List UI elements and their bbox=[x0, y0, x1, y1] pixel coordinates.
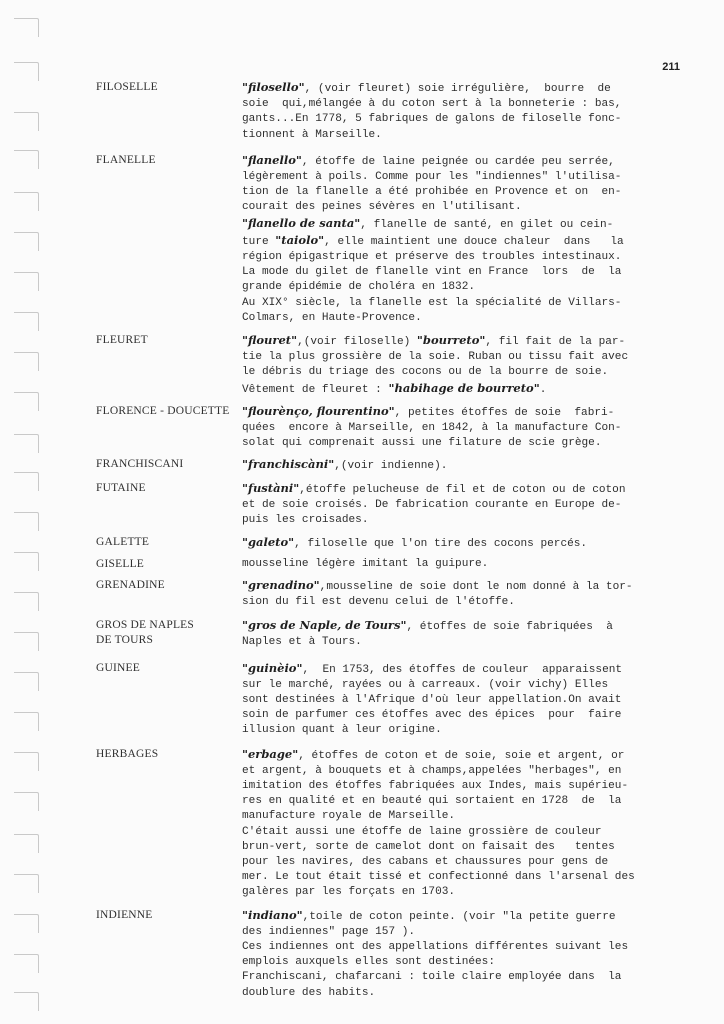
glossary-entry bbox=[96, 481, 666, 529]
definition-line bbox=[242, 535, 666, 552]
definition-line bbox=[242, 764, 666, 779]
definition-line bbox=[242, 233, 666, 250]
definition-text: ,(voir indienne). bbox=[334, 460, 448, 473]
glossary-entry bbox=[96, 457, 666, 474]
definition-text: Au XIX° siècle, la flanelle est la spécialité de Villars- bbox=[242, 296, 622, 309]
definition-line bbox=[242, 855, 666, 870]
definition-line bbox=[242, 200, 666, 215]
definition-text: , (voir fleuret) soie irrégulière, bourre de bbox=[304, 83, 611, 95]
definition-text: imitation des étoffes fabriquées aux Indes, mais supérieu- bbox=[242, 779, 629, 792]
definition-text: res en qualité et en beauté qui sortaient en 1728 de la bbox=[242, 795, 622, 808]
binding-hole bbox=[14, 552, 39, 571]
binding-hole bbox=[14, 592, 39, 611]
provencal-term: "bourreto" bbox=[416, 333, 486, 348]
definition-line bbox=[242, 618, 666, 635]
definition-text: galères par les forçats en 1703. bbox=[242, 886, 456, 899]
entry-definition bbox=[242, 557, 666, 572]
definition-line bbox=[242, 825, 666, 840]
binding-hole bbox=[14, 192, 39, 211]
binding-hole bbox=[14, 472, 39, 491]
definition-line bbox=[242, 840, 666, 855]
definition-text: des indiennes" page 157 ). bbox=[242, 925, 416, 938]
binding-edge bbox=[0, 0, 44, 1024]
glossary-entry bbox=[96, 80, 666, 143]
definition-text: ,toile de coton peinte. (voir "la petite guerre bbox=[302, 910, 616, 923]
definition-text: ,(voir filoselle) bbox=[297, 336, 417, 349]
definition-line bbox=[242, 940, 666, 955]
definition-line bbox=[242, 421, 666, 436]
definition-text: mer. Le tout était tissé et confectionné dans l'arsenal des bbox=[242, 871, 635, 884]
definition-line bbox=[242, 925, 666, 940]
definition-line bbox=[242, 908, 666, 925]
definition-line bbox=[242, 80, 666, 97]
definition-text: et de soie croisés. De fabrication courante en Europe de- bbox=[242, 498, 622, 511]
definition-line bbox=[242, 296, 666, 311]
definition-text: tion de la flanelle a été prohibée en Provence et on en- bbox=[242, 186, 622, 199]
provencal-term: "gros de Naple, de Tours" bbox=[242, 618, 407, 633]
definition-line bbox=[242, 185, 666, 200]
entry-term: GRENADINE bbox=[96, 578, 165, 591]
definition-text: La mode du gilet de flanelle vint en France lors de la bbox=[242, 266, 622, 279]
entry-definition bbox=[242, 404, 666, 452]
binding-hole bbox=[14, 672, 39, 691]
glossary-entries bbox=[96, 80, 666, 1001]
provencal-term: "flanello" bbox=[242, 152, 302, 167]
definition-line bbox=[242, 970, 666, 985]
binding-hole bbox=[14, 712, 39, 731]
definition-line bbox=[242, 747, 666, 764]
definition-line bbox=[242, 365, 666, 380]
entry-definition bbox=[242, 535, 666, 552]
definition-text: , étoffes de coton et de soie, soie et argent, or bbox=[298, 749, 625, 762]
definition-line bbox=[242, 97, 666, 112]
entry-term: FLANELLE bbox=[96, 153, 156, 166]
definition-line bbox=[242, 678, 666, 693]
definition-text: tie la plus grossière de la soie. Ruban ou tissu fait avec bbox=[242, 351, 629, 364]
binding-hole bbox=[14, 992, 39, 1011]
entry-term: GUINEE bbox=[96, 661, 140, 674]
binding-hole bbox=[14, 954, 39, 973]
definition-line bbox=[242, 595, 666, 610]
glossary-entry bbox=[96, 908, 666, 1001]
definition-line bbox=[242, 333, 666, 350]
definition-text: sur le marché, rayées ou à carreaux. (voir vichy) Elles bbox=[242, 678, 609, 691]
definition-text: pour les navires, des cabans et chaussures pour gens de bbox=[242, 855, 609, 868]
provencal-term: "filosello" bbox=[242, 80, 305, 94]
entry-term: GROS DE NAPLES DE TOURS bbox=[96, 619, 195, 647]
glossary-entry bbox=[96, 153, 666, 326]
definition-text: Vêtement de fleuret : bbox=[242, 383, 389, 396]
definition-line bbox=[242, 170, 666, 185]
definition-text: Naples et à Tours. bbox=[242, 636, 362, 649]
definition-line bbox=[242, 436, 666, 451]
provencal-term: "galeto" bbox=[242, 535, 295, 550]
definition-text: Colmars, en Haute-Provence. bbox=[242, 311, 422, 324]
binding-hole bbox=[14, 18, 39, 37]
definition-text: , flanelle de santé, en gilet ou cein- bbox=[360, 218, 614, 231]
entry-term: FUTAINE bbox=[96, 481, 146, 494]
definition-text: sion du fil est devenu celui de l'étoffe. bbox=[242, 595, 515, 608]
definition-text: , filoselle que l'on tire des cocons percés. bbox=[294, 538, 588, 551]
entry-definition bbox=[242, 333, 666, 398]
glossary-entry bbox=[96, 404, 666, 452]
entry-term: FILOSELLE bbox=[96, 81, 158, 93]
entry-term: INDIENNE bbox=[96, 908, 153, 921]
entry-definition bbox=[242, 661, 666, 739]
definition-line bbox=[242, 578, 666, 595]
definition-text: illusion quant à leur origine. bbox=[242, 724, 442, 737]
binding-hole bbox=[14, 62, 39, 81]
entry-definition bbox=[242, 153, 666, 326]
definition-line bbox=[242, 708, 666, 723]
definition-text: brun-vert, sorte de camelot dont on faisait des tentes bbox=[242, 840, 615, 853]
provencal-term: "habihage de bourreto" bbox=[388, 380, 540, 395]
definition-line bbox=[242, 723, 666, 738]
definition-text: , elle maintient une douce chaleur dans la bbox=[324, 235, 624, 248]
entry-definition bbox=[242, 457, 666, 474]
entry-term: HERBAGES bbox=[96, 747, 159, 760]
definition-text: solat qui comprenait aussi une filature de scie grège. bbox=[242, 437, 602, 450]
binding-hole bbox=[14, 874, 39, 893]
binding-hole bbox=[14, 112, 39, 131]
definition-line bbox=[242, 481, 666, 498]
definition-line bbox=[242, 381, 666, 398]
definition-text: , En 1753, des étoffes de couleur apparaissent bbox=[302, 663, 623, 676]
definition-text: quées encore à Marseille, en 1842, à la manufacture Con- bbox=[242, 422, 622, 435]
binding-hole bbox=[14, 512, 39, 531]
definition-text: manufacture royale de Marseille. bbox=[242, 810, 456, 823]
glossary-entry bbox=[96, 618, 666, 650]
definition-line bbox=[242, 794, 666, 809]
definition-line bbox=[242, 457, 666, 474]
definition-text: , petites étoffes de soie fabri- bbox=[394, 406, 615, 419]
definition-line bbox=[242, 250, 666, 265]
glossary-entry bbox=[96, 578, 666, 610]
definition-line bbox=[242, 280, 666, 295]
definition-text: Franchiscani, chafarcani : toile claire employée dans la bbox=[242, 971, 622, 984]
entry-term: GALETTE bbox=[96, 536, 150, 549]
definition-text: tionnent à Marseille. bbox=[242, 128, 382, 141]
binding-hole bbox=[14, 914, 39, 933]
entry-definition bbox=[242, 80, 666, 143]
binding-hole bbox=[14, 312, 39, 331]
provencal-term: "flourènço, flourentino" bbox=[242, 403, 395, 418]
definition-line bbox=[242, 870, 666, 885]
binding-hole bbox=[14, 352, 39, 371]
definition-line bbox=[242, 153, 666, 170]
definition-line bbox=[242, 128, 666, 143]
definition-text: courait des peines sévères en l'utilisant. bbox=[242, 201, 522, 214]
binding-hole bbox=[14, 834, 39, 853]
definition-line bbox=[242, 311, 666, 326]
entry-definition bbox=[242, 908, 666, 1001]
definition-line bbox=[242, 498, 666, 513]
definition-line bbox=[242, 986, 666, 1001]
definition-line bbox=[242, 693, 666, 708]
definition-text: sont destinées à l'Afrique d'où leur appellation.On avait bbox=[242, 693, 622, 706]
provencal-term: "erbage" bbox=[242, 746, 299, 761]
entry-definition bbox=[242, 578, 666, 610]
definition-text: le débris du triage des cocons ou de la bourre de soie. bbox=[242, 366, 609, 379]
definition-text: , étoffe de laine peignée ou cardée peu serrée, bbox=[301, 155, 615, 168]
definition-line bbox=[242, 557, 666, 572]
binding-hole bbox=[14, 392, 39, 411]
definition-text: , étoffes de soie fabriquées à bbox=[406, 621, 613, 634]
provencal-term: "guinèio" bbox=[242, 660, 303, 675]
definition-text: C'était aussi une étoffe de laine grossière de couleur bbox=[242, 825, 602, 838]
definition-text: mousseline légère imitant la guipure. bbox=[242, 558, 489, 571]
definition-text: emplois auxquels elles sont destinées: bbox=[242, 956, 495, 969]
provencal-term: "flanello de santa" bbox=[242, 215, 361, 230]
definition-text: ,étoffe pelucheuse de fil et de coton ou de coton bbox=[299, 483, 626, 496]
definition-line bbox=[242, 216, 666, 233]
binding-hole bbox=[14, 232, 39, 251]
definition-text: et argent, à bouquets et à champs,appelées "herbages", en bbox=[242, 764, 622, 777]
glossary-entry bbox=[96, 661, 666, 739]
definition-text: gants...En 1778, 5 fabriques de galons de filoselle fonc- bbox=[242, 113, 622, 126]
glossary-entry bbox=[96, 747, 666, 901]
binding-hole bbox=[14, 434, 39, 453]
definition-line bbox=[242, 661, 666, 678]
definition-line bbox=[242, 809, 666, 824]
glossary-entry bbox=[96, 333, 666, 398]
definition-line bbox=[242, 265, 666, 280]
page-number: 211 bbox=[662, 61, 680, 73]
entry-term: GISELLE bbox=[96, 558, 145, 571]
definition-text: , fil fait de la par- bbox=[485, 336, 626, 349]
provencal-term: "flouret" bbox=[242, 333, 298, 348]
binding-hole bbox=[14, 272, 39, 291]
binding-hole bbox=[14, 752, 39, 771]
definition-text: doublure des habits. bbox=[242, 986, 376, 999]
definition-line bbox=[242, 350, 666, 365]
entry-term: FLEURET bbox=[96, 334, 148, 347]
definition-text: puis les croisades. bbox=[242, 514, 369, 527]
definition-text: région épigastrique et préserve des troubles intestinaux. bbox=[242, 251, 622, 264]
definition-text: légèrement à poils. Comme pour les "indiennes" l'utilisa- bbox=[242, 171, 622, 184]
binding-hole bbox=[14, 792, 39, 811]
definition-line bbox=[242, 635, 666, 650]
entry-definition bbox=[242, 747, 666, 901]
definition-text: soie qui,mélangée à du coton sert à la bonneterie : bas, bbox=[242, 98, 622, 111]
definition-text: ture bbox=[242, 235, 276, 248]
definition-text: Ces indiennes ont des appellations différentes suivant les bbox=[242, 940, 629, 953]
definition-line bbox=[242, 885, 666, 900]
provencal-term: "grenadino" bbox=[242, 577, 320, 592]
definition-line bbox=[242, 513, 666, 528]
entry-definition bbox=[242, 618, 666, 650]
definition-text: . bbox=[539, 383, 547, 396]
definition-text: grande épidémie de choléra en 1832. bbox=[242, 281, 476, 294]
definition-line bbox=[242, 779, 666, 794]
entry-term: FRANCHISCANI bbox=[96, 458, 184, 471]
definition-line bbox=[242, 112, 666, 127]
binding-hole bbox=[14, 632, 39, 651]
definition-line bbox=[242, 404, 666, 421]
glossary-entry bbox=[96, 557, 666, 572]
provencal-term: "franchiscàni" bbox=[242, 457, 335, 472]
provencal-term: "taiolo" bbox=[275, 232, 325, 247]
definition-text: soin de parfumer ces étoffes avec des épices pour faire bbox=[242, 709, 622, 722]
provencal-term: "fustàni" bbox=[242, 480, 300, 495]
glossary-entry bbox=[96, 535, 666, 552]
definition-text: ,mousseline de soie dont le nom donné à la tor- bbox=[319, 580, 633, 593]
provencal-term: "indiano" bbox=[242, 907, 303, 922]
entry-term: FLORENCE - DOUCETTE bbox=[96, 404, 230, 417]
entry-definition bbox=[242, 481, 666, 529]
definition-line bbox=[242, 955, 666, 970]
binding-hole bbox=[14, 150, 39, 169]
